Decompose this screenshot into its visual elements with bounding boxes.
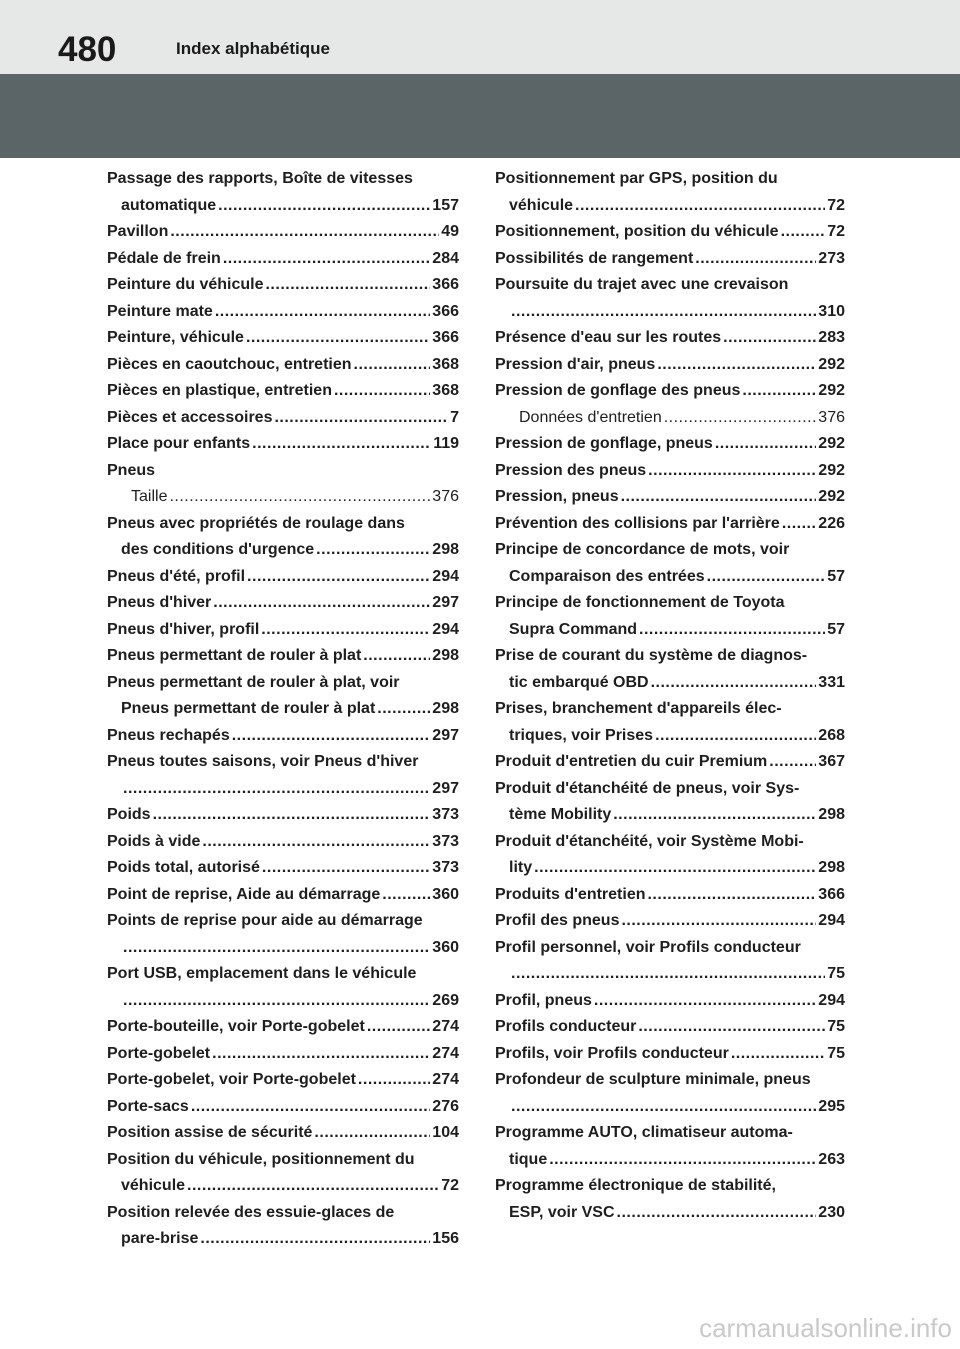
index-subentry xyxy=(495,405,845,432)
index-entry xyxy=(495,352,845,379)
index-entry xyxy=(495,537,845,564)
entry-term: Produits d'entretien xyxy=(495,885,646,903)
page-reference: 276 xyxy=(432,1097,459,1115)
page-reference: 298 xyxy=(818,806,845,823)
index-entry xyxy=(495,696,845,723)
page-reference: 368 xyxy=(432,382,459,399)
index-entry xyxy=(107,1014,459,1041)
index-entry xyxy=(107,511,459,538)
dot-leader xyxy=(695,246,816,273)
dot-leader xyxy=(213,590,430,617)
index-entry xyxy=(107,219,459,246)
index-entry xyxy=(107,643,459,670)
index-entry xyxy=(107,1041,459,1068)
entry-term: Pneus d'hiver xyxy=(107,594,212,611)
index-entry xyxy=(495,1120,845,1147)
section-title: Index alphabétique xyxy=(176,39,330,58)
page-reference: 263 xyxy=(818,1150,845,1168)
dot-leader xyxy=(202,829,430,856)
entry-term: Position relevée des essuie-glaces de xyxy=(107,1203,395,1221)
entry-term: Peinture du véhicule xyxy=(107,276,264,293)
entry-term: Pneus toutes saisons, voir Pneus d'hiver xyxy=(107,753,419,770)
page-reference: 273 xyxy=(818,249,845,267)
index-entry-continuation xyxy=(495,961,845,988)
page-reference: 376 xyxy=(432,488,459,505)
dot-leader xyxy=(354,352,431,379)
entry-term: automatique xyxy=(121,196,217,214)
header-bar xyxy=(0,0,960,74)
index-entry xyxy=(495,458,845,485)
entry-term: Pneus permettant de rouler à plat xyxy=(121,700,376,717)
entry-term: Prise de courant du système de diagnos- xyxy=(495,647,808,664)
dot-leader xyxy=(212,1041,430,1068)
index-entry xyxy=(495,378,845,405)
entry-term: Produit d'entretien du cuir Premium xyxy=(495,753,768,770)
dot-leader xyxy=(664,405,817,432)
entry-term: Poids à vide xyxy=(107,832,201,850)
entry-term: Pression de gonflage des pneus xyxy=(495,382,741,399)
entry-term: Supra Command xyxy=(509,620,638,638)
index-entry xyxy=(107,458,459,485)
dot-leader xyxy=(123,988,430,1015)
index-entry-continuation xyxy=(495,193,845,220)
entry-term: Prévention des collisions par l'arrière xyxy=(495,514,780,532)
entry-term: Pneus avec propriétés de roulage dans xyxy=(107,514,405,532)
dot-leader xyxy=(621,484,817,511)
entry-term: Produit d'étanchéité de pneus, voir Sys- xyxy=(495,779,800,797)
entry-term: Programme électronique de stabilité, xyxy=(495,1177,776,1194)
index-entry xyxy=(107,431,459,458)
dot-leader xyxy=(382,882,430,909)
page-reference: 75 xyxy=(827,1044,845,1062)
index-entry-continuation xyxy=(107,1226,459,1253)
dot-leader xyxy=(265,272,430,299)
index-entry xyxy=(495,643,845,670)
dot-leader xyxy=(782,511,816,538)
entry-term: Pression, pneus xyxy=(495,488,619,505)
entry-term: Poursuite du trajet avec une crevaison xyxy=(495,276,789,293)
entry-term: tique xyxy=(509,1150,548,1168)
index-entry xyxy=(107,299,459,326)
index-entry xyxy=(495,882,845,909)
index-entry xyxy=(107,325,459,352)
page-reference: 274 xyxy=(432,1044,459,1062)
entry-term: Peinture, véhicule xyxy=(107,329,244,346)
entry-term: tic embarqué OBD xyxy=(509,673,649,691)
dot-leader xyxy=(648,458,816,485)
entry-term: Place pour enfants xyxy=(107,435,251,452)
dot-leader xyxy=(262,855,430,882)
entry-term: Pneus d'été, profil xyxy=(107,567,246,585)
dot-leader xyxy=(367,1014,430,1041)
dot-leader xyxy=(651,670,817,697)
page-number: 480 xyxy=(58,30,117,69)
page-reference: 57 xyxy=(827,567,845,585)
page-reference: 75 xyxy=(827,965,845,982)
entry-term: Taille xyxy=(131,488,168,505)
index-entry xyxy=(107,352,459,379)
page-reference: 366 xyxy=(432,329,459,346)
entry-term: Pneus rechapés xyxy=(107,726,230,744)
index-entry xyxy=(107,617,459,644)
index-entry-continuation xyxy=(495,1094,845,1121)
page-reference: 292 xyxy=(818,355,845,373)
page-reference: 72 xyxy=(441,1177,459,1194)
entry-term: Pièces en plastique, entretien xyxy=(107,382,332,399)
entry-term: Produit d'étanchéité, voir Système Mobi- xyxy=(495,832,804,850)
index-entry xyxy=(107,590,459,617)
entry-term: Position du véhicule, positionnement du xyxy=(107,1150,415,1168)
index-entry-continuation xyxy=(495,855,845,882)
page-reference: 292 xyxy=(818,382,845,399)
page-reference: 297 xyxy=(432,594,459,611)
page-reference: 298 xyxy=(432,647,459,664)
dot-leader xyxy=(534,855,816,882)
dot-leader xyxy=(191,1094,430,1121)
dot-leader xyxy=(769,749,816,776)
dot-leader xyxy=(187,1173,439,1200)
entry-term: Poids total, autorisé xyxy=(107,859,260,876)
dot-leader xyxy=(123,935,430,962)
entry-term: Profil personnel, voir Profils conducteur xyxy=(495,938,801,956)
dot-leader xyxy=(377,696,430,723)
header-band xyxy=(0,74,960,158)
dot-leader xyxy=(594,988,816,1015)
dot-leader xyxy=(274,405,448,432)
page-reference: 298 xyxy=(432,700,459,717)
entry-term: Pièces en caoutchouc, entretien xyxy=(107,355,352,373)
page-reference: 157 xyxy=(432,196,459,214)
index-entry-continuation xyxy=(495,1200,845,1227)
page-reference: 376 xyxy=(818,408,845,426)
page-reference: 268 xyxy=(818,726,845,744)
entry-term: Positionnement, position du véhicule xyxy=(495,223,779,240)
dot-leader xyxy=(169,484,430,511)
page-reference: 367 xyxy=(818,753,845,770)
index-entry xyxy=(495,511,845,538)
index-entry xyxy=(495,484,845,511)
index-entry-continuation xyxy=(107,696,459,723)
page-reference: 373 xyxy=(432,806,459,823)
index-entry xyxy=(495,749,845,776)
entry-term: ESP, voir VSC xyxy=(509,1203,615,1221)
entry-term: Porte-gobelet xyxy=(107,1044,211,1062)
page-reference: 7 xyxy=(450,408,459,426)
dot-leader xyxy=(232,723,431,750)
entry-term: Programme AUTO, climatiseur automa- xyxy=(495,1124,793,1141)
index-entry xyxy=(107,882,459,909)
entry-term: Présence d'eau sur les routes xyxy=(495,329,722,346)
page-reference: 284 xyxy=(432,249,459,267)
entry-term: tème Mobility xyxy=(509,806,612,823)
dot-leader xyxy=(363,643,430,670)
entry-term: Porte-bouteille, voir Porte-gobelet xyxy=(107,1018,365,1035)
entry-term: Profil des pneus xyxy=(495,912,620,929)
entry-term: Pièces et accessoires xyxy=(107,408,273,426)
index-entry xyxy=(495,988,845,1015)
dot-leader xyxy=(575,193,825,220)
entry-term: pare-brise xyxy=(121,1230,199,1247)
page-reference: 283 xyxy=(818,329,845,346)
dot-leader xyxy=(715,431,816,458)
index-entry xyxy=(107,1094,459,1121)
entry-term: Points de reprise pour aide au démarrage xyxy=(107,912,423,929)
index-entry xyxy=(107,829,459,856)
page-reference: 368 xyxy=(432,355,459,373)
entry-term: Principe de concordance de mots, voir xyxy=(495,541,790,558)
index-entry xyxy=(107,246,459,273)
dot-leader xyxy=(647,882,816,909)
dot-leader xyxy=(621,908,816,935)
entry-term: Pression des pneus xyxy=(495,461,647,479)
page-reference: 104 xyxy=(432,1124,459,1141)
entry-term: Porte-gobelet, voir Porte-gobelet xyxy=(107,1071,356,1088)
dot-leader xyxy=(731,1041,825,1068)
dot-leader xyxy=(613,802,816,829)
index-entry-continuation xyxy=(495,1147,845,1174)
entry-term: véhicule xyxy=(121,1177,186,1194)
page-reference: 366 xyxy=(818,885,845,903)
dot-leader xyxy=(252,431,431,458)
index-entry xyxy=(107,855,459,882)
page-reference: 331 xyxy=(818,673,845,691)
page-reference: 294 xyxy=(818,912,845,929)
page-reference: 75 xyxy=(827,1018,845,1035)
entry-term: Poids xyxy=(107,806,151,823)
page-reference: 373 xyxy=(432,859,459,876)
entry-term: Pression d'air, pneus xyxy=(495,355,656,373)
entry-term: Prises, branchement d'appareils élec- xyxy=(495,700,782,717)
dot-leader xyxy=(707,564,826,591)
dot-leader xyxy=(170,219,439,246)
index-entry xyxy=(107,802,459,829)
page-reference: 298 xyxy=(818,859,845,876)
index-entry xyxy=(107,749,459,776)
index-entry xyxy=(107,908,459,935)
entry-term: Passage des rapports, Boîte de vitesses xyxy=(107,170,413,187)
page-reference: 72 xyxy=(827,223,845,240)
dot-leader xyxy=(215,299,430,326)
page-reference: 360 xyxy=(432,885,459,903)
dot-leader xyxy=(123,776,430,803)
entry-term: véhicule xyxy=(509,196,574,214)
index-entry xyxy=(495,272,845,299)
entry-term: Pédale de frein xyxy=(107,249,221,267)
dot-leader xyxy=(657,352,816,379)
dot-leader xyxy=(223,246,430,273)
entry-term: Principe de fonctionnement de Toyota xyxy=(495,594,785,611)
entry-term: Profils, voir Profils conducteur xyxy=(495,1044,729,1062)
page-reference: 298 xyxy=(432,541,459,558)
index-entry xyxy=(495,590,845,617)
dot-leader xyxy=(723,325,816,352)
page-reference: 292 xyxy=(818,435,845,452)
index-entry xyxy=(495,776,845,803)
dot-leader xyxy=(511,961,825,988)
index-entry xyxy=(107,961,459,988)
page-reference: 72 xyxy=(827,196,845,214)
index-entry xyxy=(107,272,459,299)
entry-term: Point de reprise, Aide au démarrage xyxy=(107,885,381,903)
index-entry xyxy=(107,723,459,750)
dot-leader xyxy=(638,1014,825,1041)
dot-leader xyxy=(617,1200,817,1227)
index-column-left xyxy=(107,166,459,1253)
entry-term: des conditions d'urgence xyxy=(121,541,315,558)
dot-leader xyxy=(314,1120,430,1147)
dot-leader xyxy=(261,617,430,644)
index-entry xyxy=(495,1173,845,1200)
entry-term: Porte-sacs xyxy=(107,1097,189,1115)
page-reference: 366 xyxy=(432,276,459,293)
entry-term: Pavillon xyxy=(107,223,169,240)
index-entry-continuation xyxy=(107,776,459,803)
dot-leader xyxy=(511,299,816,326)
index-entry-continuation xyxy=(107,935,459,962)
index-entry-continuation xyxy=(107,193,459,220)
entry-term: lity xyxy=(509,859,533,876)
entry-term: Pression de gonflage, pneus xyxy=(495,435,713,452)
index-column-right xyxy=(495,166,845,1226)
page-reference: 360 xyxy=(432,938,459,956)
page-reference: 274 xyxy=(432,1018,459,1035)
page-reference: 269 xyxy=(432,991,459,1009)
entry-term: Profils conducteur xyxy=(495,1018,637,1035)
dot-leader xyxy=(655,723,816,750)
index-entry-continuation xyxy=(495,670,845,697)
page-reference: 310 xyxy=(818,302,845,320)
dot-leader xyxy=(781,219,826,246)
index-entry-continuation xyxy=(495,299,845,326)
entry-term: Données d'entretien xyxy=(519,408,662,426)
page-reference: 292 xyxy=(818,488,845,505)
dot-leader xyxy=(153,802,431,829)
index-entry xyxy=(495,246,845,273)
index-entry xyxy=(495,935,845,962)
dot-leader xyxy=(316,537,430,564)
entry-term: Position assise de sécurité xyxy=(107,1124,313,1141)
index-entry xyxy=(107,1120,459,1147)
dot-leader xyxy=(200,1226,430,1253)
page-reference: 366 xyxy=(432,302,459,320)
page-reference: 292 xyxy=(818,461,845,479)
index-entry xyxy=(495,1041,845,1068)
page-reference: 297 xyxy=(432,779,459,797)
entry-term: Pneus permettant de rouler à plat xyxy=(107,647,362,664)
entry-term: Comparaison des entrées xyxy=(509,567,705,585)
entry-term: Pneus d'hiver, profil xyxy=(107,620,260,638)
page-reference: 294 xyxy=(432,567,459,585)
entry-term: Pneus xyxy=(107,461,156,479)
page-reference: 156 xyxy=(432,1230,459,1247)
dot-leader xyxy=(247,564,430,591)
index-entry xyxy=(495,1014,845,1041)
page-reference: 49 xyxy=(441,223,459,240)
index-entry-continuation xyxy=(495,723,845,750)
entry-term: Profondeur de sculpture minimale, pneus xyxy=(495,1071,811,1088)
index-entry-continuation xyxy=(107,537,459,564)
dot-leader xyxy=(639,617,825,644)
entry-term: triques, voir Prises xyxy=(509,726,654,744)
page-reference: 294 xyxy=(818,991,845,1009)
entry-term: Peinture mate xyxy=(107,302,213,320)
page-reference: 57 xyxy=(827,620,845,638)
page-reference: 295 xyxy=(818,1097,845,1115)
page-reference: 119 xyxy=(433,435,459,452)
dot-leader xyxy=(549,1147,816,1174)
index-entry xyxy=(107,670,459,697)
page-reference: 294 xyxy=(432,620,459,638)
index-entry xyxy=(107,1147,459,1174)
index-entry-continuation xyxy=(495,802,845,829)
index-entry-continuation xyxy=(107,1173,459,1200)
entry-term: Pneus permettant de rouler à plat, voir xyxy=(107,673,400,691)
index-entry xyxy=(107,564,459,591)
index-entry xyxy=(107,1067,459,1094)
dot-leader xyxy=(511,1094,816,1121)
index-entry xyxy=(107,166,459,193)
page-reference: 230 xyxy=(818,1203,845,1221)
entry-term: Possibilités de rangement xyxy=(495,249,694,267)
entry-term: Profil, pneus xyxy=(495,991,592,1009)
index-subentry xyxy=(107,484,459,511)
dot-leader xyxy=(742,378,816,405)
index-entry xyxy=(107,1200,459,1227)
index-entry-continuation xyxy=(495,564,845,591)
index-entry xyxy=(495,908,845,935)
index-entry xyxy=(107,378,459,405)
index-entry xyxy=(107,405,459,432)
index-entry xyxy=(495,325,845,352)
dot-leader xyxy=(358,1067,430,1094)
dot-leader xyxy=(334,378,430,405)
entry-term: Positionnement par GPS, position du xyxy=(495,170,778,187)
page-reference: 274 xyxy=(432,1071,459,1088)
index-entry xyxy=(495,1067,845,1094)
index-entry xyxy=(495,166,845,193)
index-entry xyxy=(495,431,845,458)
index-entry xyxy=(495,829,845,856)
page-reference: 297 xyxy=(432,726,459,744)
index-entry xyxy=(495,219,845,246)
dot-leader xyxy=(218,193,430,220)
entry-term: Port USB, emplacement dans le véhicule xyxy=(107,965,417,982)
page-reference: 373 xyxy=(432,832,459,850)
watermark: carmanualsonline.info xyxy=(699,1313,952,1343)
dot-leader xyxy=(246,325,430,352)
index-entry-continuation xyxy=(107,988,459,1015)
page-reference: 226 xyxy=(818,514,845,532)
index-entry-continuation xyxy=(495,617,845,644)
